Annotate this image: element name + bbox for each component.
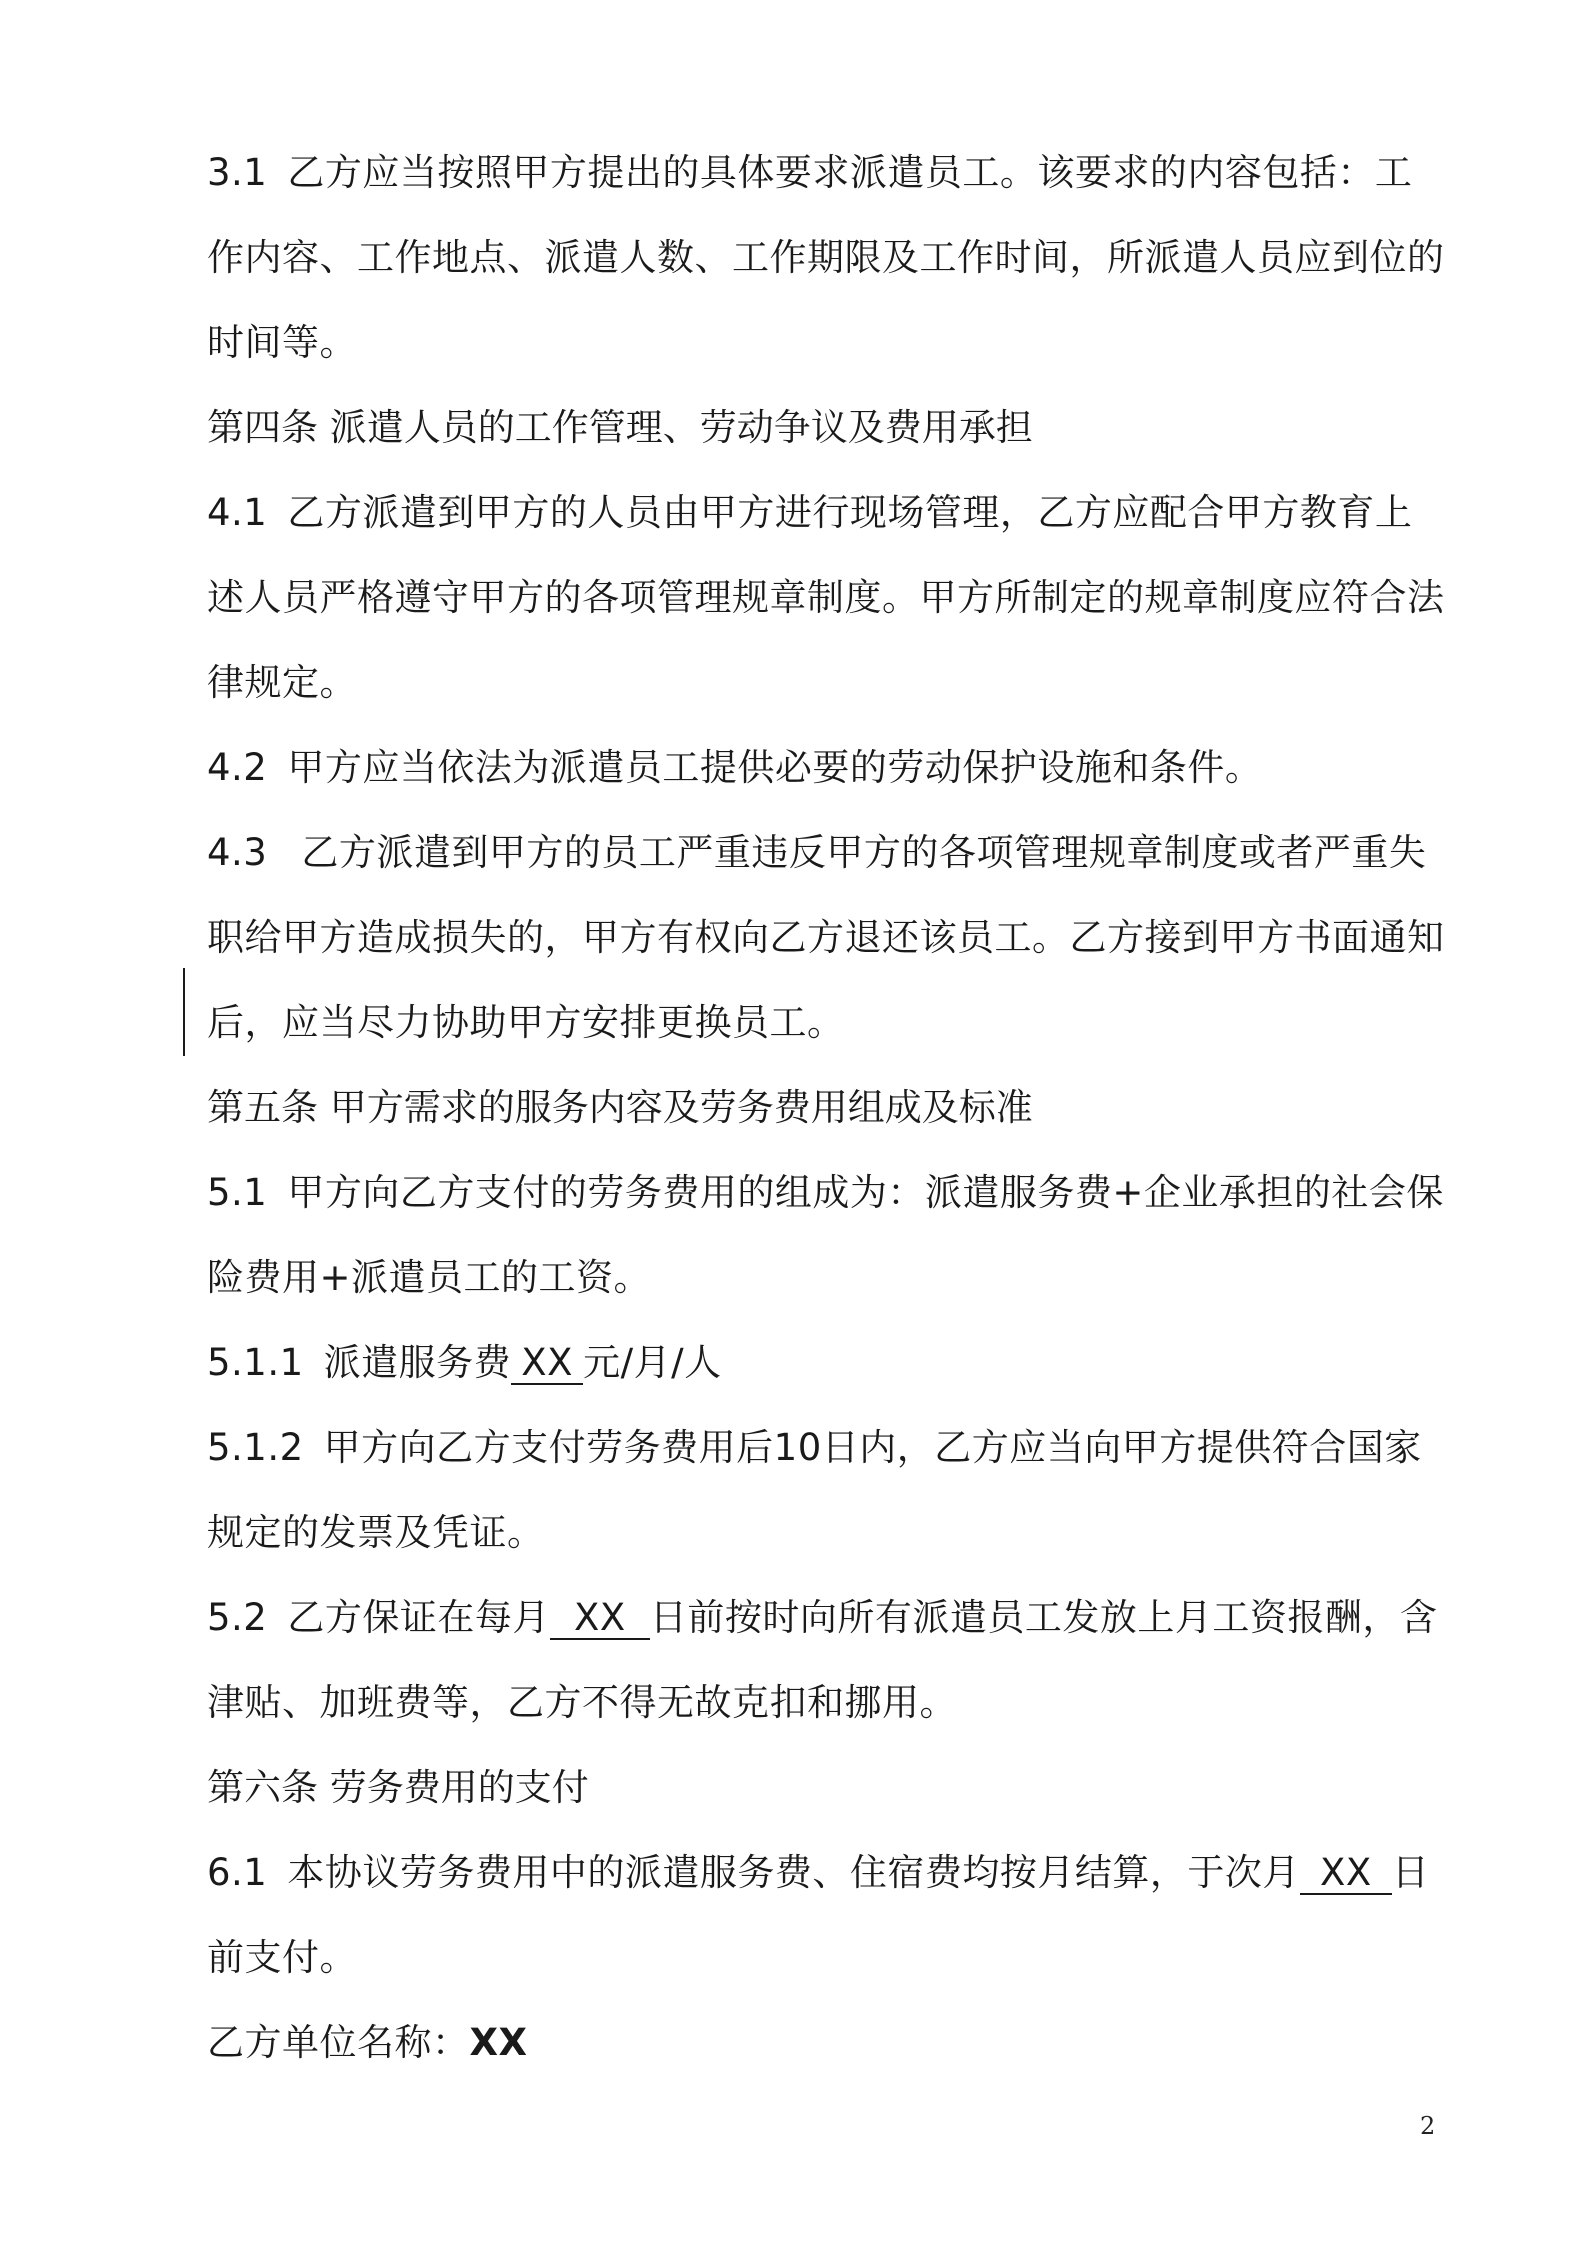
clause-5-1-2 xyxy=(207,1405,1447,1575)
clause-prefix: 乙方保证在每月 xyxy=(287,1596,550,1639)
clause-5-2 xyxy=(207,1575,1447,1745)
clause-number: 5.1.2 xyxy=(207,1426,304,1469)
party-b-label: 乙方单位名称： xyxy=(207,2021,470,2064)
clause-text: 乙方应当按照甲方提出的具体要求派遣员工。该要求的内容包括：工作内容、工作地点、派遣人数、工作期限及工作时间，所派遣人员应到位的时间等。 xyxy=(207,151,1445,364)
clause-5-1 xyxy=(207,1150,1447,1320)
clause-number: 4.2 xyxy=(207,746,268,789)
clause-text: 乙方派遣到甲方的人员由甲方进行现场管理，乙方应配合甲方教育上述人员严格遵守甲方的各项管理规章制度。甲方所制定的规章制度应符合法律规定。 xyxy=(207,491,1445,704)
clause-4-2 xyxy=(207,725,1447,810)
fill-blank-pay-day: XX xyxy=(550,1598,650,1640)
clause-text: 甲方应当依法为派遣员工提供必要的劳动保护设施和条件。 xyxy=(287,746,1263,789)
fill-blank-service-fee: XX xyxy=(511,1343,583,1385)
clause-4-1 xyxy=(207,470,1447,725)
clause-suffix: 元/月/人 xyxy=(583,1341,722,1384)
document-body xyxy=(207,130,1447,2085)
clause-number: 4.3 xyxy=(207,831,268,874)
clause-number: 5.1.1 xyxy=(207,1341,304,1384)
article-5-title: 第五条 甲方需求的服务内容及劳务费用组成及标准 xyxy=(207,1086,1033,1129)
clause-text: 甲方向乙方支付劳务费用后10日内，乙方应当向甲方提供符合国家规定的发票及凭证。 xyxy=(207,1426,1422,1554)
clause-number: 5.1 xyxy=(207,1171,268,1214)
clause-number: 4.1 xyxy=(207,491,268,534)
clause-text: 甲方向乙方支付的劳务费用的组成为：派遣服务费+企业承担的社会保险费用+派遣员工的工资。 xyxy=(207,1171,1444,1299)
clause-text: 乙方派遣到甲方的员工严重违反甲方的各项管理规章制度或者严重失职给甲方造成损失的，甲方有权向乙方退还该员工。乙方接到甲方书面通知后，应当尽力协助甲方安排更换员工。 xyxy=(207,831,1445,1044)
page-number: 2 xyxy=(1420,2112,1436,2140)
clause-number: 6.1 xyxy=(207,1851,268,1894)
clause-prefix: 本协议劳务费用中的派遣服务费、住宿费均按月结算，于次月 xyxy=(287,1851,1300,1894)
article-6-title: 第六条 劳务费用的支付 xyxy=(207,1766,589,1809)
clause-number: 5.2 xyxy=(207,1596,268,1639)
article-4-title: 第四条 派遣人员的工作管理、劳动争议及费用承担 xyxy=(207,406,1033,449)
party-b-value: XX xyxy=(469,2021,528,2064)
clause-4-3 xyxy=(207,810,1447,1065)
text-cursor-mark xyxy=(183,968,185,1056)
clause-6-1 xyxy=(207,1830,1447,2000)
clause-suffix: 日前支付。 xyxy=(207,1851,1430,1979)
clause-3-1 xyxy=(207,130,1447,385)
party-b-name-line xyxy=(207,2000,1447,2085)
clause-suffix: 日前按时向所有派遣员工发放上月工资报酬，含津贴、加班费等，乙方不得无故克扣和挪用。 xyxy=(207,1596,1438,1724)
clause-5-1-1 xyxy=(207,1320,1447,1405)
fill-blank-payment-day: XX xyxy=(1300,1853,1392,1895)
clause-label: 派遣服务费 xyxy=(323,1341,512,1384)
clause-number: 3.1 xyxy=(207,151,268,194)
